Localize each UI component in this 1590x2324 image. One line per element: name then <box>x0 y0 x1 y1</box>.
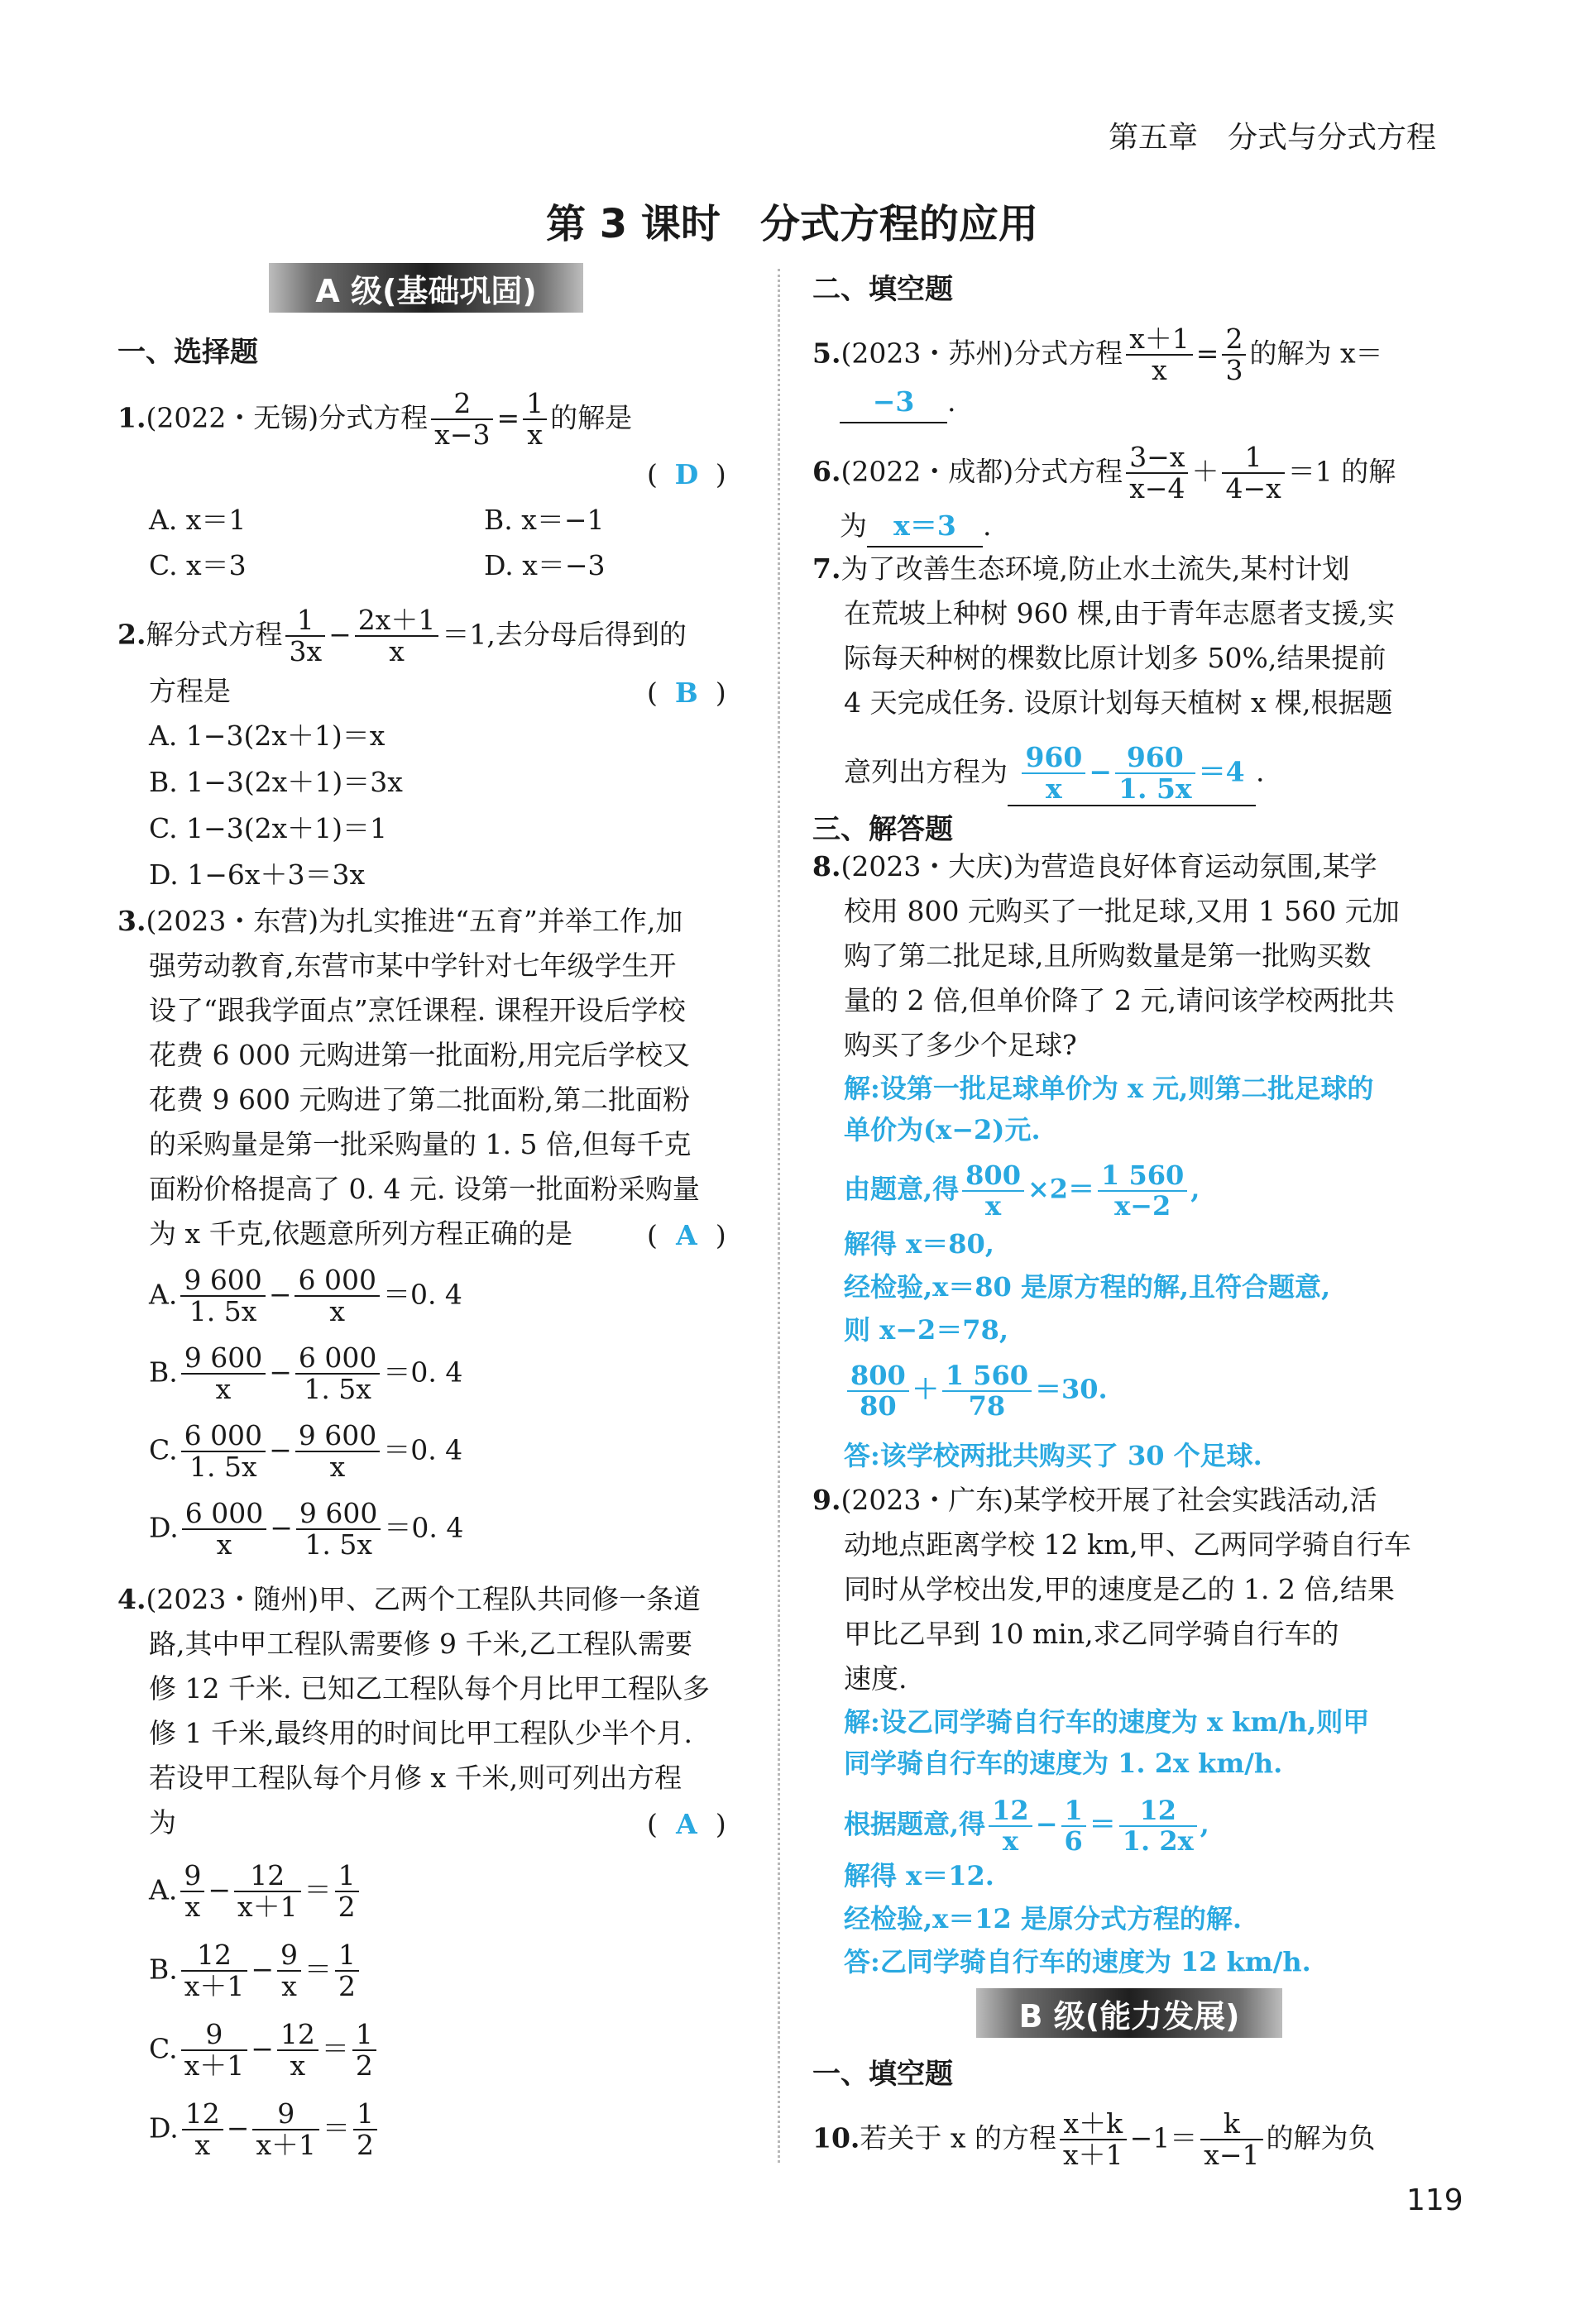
q3-option-d: D. $\frac{6 000}{x}$ − $\frac{9 600}{1. 5x}$ ＝0. 4 <box>149 1497 464 1561</box>
q9-solution-6: 答:乙同学骑自行车的速度为 12 km/h. <box>844 1946 1311 1977</box>
q2-f1-numerator: 1 <box>285 605 325 637</box>
q7-lastline: 意列出方程为 <box>844 755 1008 788</box>
q8-s7-f1-den: 80 <box>860 1390 897 1423</box>
q3-c-f2-num: 9 600 <box>295 1421 380 1452</box>
q7-line-5: 意列出方程为 $\frac{960}{x}$ − $\frac{960}{1. 5x}$ ＝4 . <box>844 741 1265 806</box>
q3-b-frac-1 <box>181 1343 266 1405</box>
q4-a-f2-den: x＋1 <box>237 1891 298 1924</box>
section-choice-heading: 一、选择题 <box>117 336 258 369</box>
section-fill-b-heading: 一、填空题 <box>812 2058 953 2091</box>
q4-c-f3-num: 1 <box>352 2020 376 2051</box>
q3-a-frac-1 <box>180 1265 265 1327</box>
q2-answer-value: B <box>674 677 698 709</box>
q8-sol3-prefix: 由题意,得 <box>844 1173 960 1205</box>
q4-line-2: 路,其中甲工程队需要修 9 千米,乙工程队需要 <box>149 1628 692 1660</box>
q2-minus: − <box>328 618 352 651</box>
q2-answer: ( B ) <box>647 677 726 709</box>
q3-b-rhs: ＝0. 4 <box>383 1356 463 1389</box>
q3-a-f2-num: 6 000 <box>295 1265 379 1297</box>
q1-option-a: A. x＝1 <box>149 504 247 536</box>
q3-b-f2-den: 1. 5x <box>304 1373 371 1406</box>
q7-line-4: 4 天完成任务. 设原计划每天植树 x 棵,根据题 <box>844 686 1393 719</box>
q3-d-f1-num: 6 000 <box>182 1499 266 1530</box>
q4-d-f2-num: 9 <box>252 2099 319 2130</box>
q8-sol7-plus: ＋ <box>912 1373 939 1405</box>
question-2 <box>117 605 687 667</box>
q8-solution-5: 经检验,x＝80 是原方程的解,且符合题意, <box>844 1271 1331 1303</box>
q8-sol7-result: ＝30. <box>1035 1373 1108 1405</box>
q3-d-f2-den: 1. 5x <box>304 1528 372 1561</box>
q7-ans-frac-2 <box>1115 743 1195 805</box>
q9-line-4: 甲比乙早到 10 min,求乙同学骑自行车的 <box>844 1618 1339 1650</box>
q3-line-8: 为 x 千克,依题意所列方程正确的是 <box>149 1217 573 1250</box>
q5-number: 5. <box>812 337 841 370</box>
q3-line-7: 面粉价格提高了 0. 4 元. 设第一批面粉采购量 <box>149 1173 700 1205</box>
q2-option-d: D. 1−6x＋3＝3x <box>149 858 366 891</box>
q9-line-5: 速度. <box>844 1662 908 1695</box>
q8-sol3-frac-1 <box>962 1161 1024 1221</box>
q2-option-b: B. 1−3(2x＋1)＝3x <box>149 766 403 798</box>
q4-option-b: B. $\frac{12}{x+1}$ − $\frac{9}{x}$ ＝ $\frac{1}{2}$ <box>149 1940 362 2002</box>
q6-tail: ＝1 的解 <box>1287 455 1396 488</box>
q2-f2-numerator: 2x＋1 <box>355 605 439 637</box>
q9-s3-f3-num: 12 <box>1119 1796 1197 1827</box>
q4-c-frac-1 <box>181 2020 248 2082</box>
q8-s3-f1-den: x <box>985 1190 1002 1222</box>
q3-a-label: A. <box>149 1278 178 1311</box>
q3-b-f2-num: 6 000 <box>295 1343 380 1375</box>
q2-fraction-2 <box>355 605 439 667</box>
q4-a-f3-num: 1 <box>335 1861 359 1892</box>
q4-d-label: D. <box>149 2111 179 2145</box>
q3-b-f1-den: x <box>215 1373 232 1406</box>
q5-answer-blank: −3 <box>840 382 947 423</box>
q9-text-1: (2023・广东)某学校开展了社会实践活动,活 <box>840 1484 1377 1516</box>
section-fill-heading: 二、填空题 <box>812 273 953 306</box>
q9-line-2: 动地点距离学校 12 km,甲、乙两同学骑自行车 <box>844 1528 1411 1561</box>
q9-s3-f2-num: 1 <box>1061 1796 1086 1827</box>
q8-solution-2: 单价为(x−2)元. <box>844 1114 1041 1145</box>
q1-equals: = <box>496 401 520 434</box>
q7-line-3: 际每天种树的棵数比原计划多 50%,结果提前 <box>844 642 1386 674</box>
q4-b-frac-3 <box>335 1940 359 2002</box>
q4-line-5: 若设甲工程队每个月修 x 千米,则可列出方程 <box>149 1762 682 1794</box>
q8-s7-f1-num: 800 <box>847 1361 909 1392</box>
q5-fraction-2 <box>1222 324 1246 386</box>
q4-a-frac-2 <box>234 1861 301 1923</box>
q3-number: 3. <box>117 905 146 937</box>
q8-solution-1: 解:设第一批足球单价为 x 元,则第二批足球的 <box>844 1073 1374 1104</box>
q9-solution-3 <box>844 1796 1209 1856</box>
q4-option-c: C. $\frac{9}{x+1}$ − $\frac{12}{x}$ ＝ $\frac{1}{2}$ <box>149 2020 380 2082</box>
q7-answer-blank: $\frac{960}{x}$ − $\frac{960}{1. 5x}$ ＝4 <box>1008 743 1256 806</box>
q6-f1-den: x−4 <box>1129 472 1185 505</box>
q8-sol7-frac-2 <box>942 1361 1032 1421</box>
q4-c-f2-den: x <box>290 2049 306 2083</box>
q8-solution-6: 则 x−2＝78, <box>844 1314 1008 1346</box>
q3-c-f1-den: 1. 5x <box>189 1451 257 1484</box>
q9-sol3-equals: ＝ <box>1089 1808 1116 1840</box>
level-b-banner: B 级(能力发展) <box>976 1988 1282 2038</box>
q9-number: 9. <box>812 1484 841 1516</box>
q4-a-label: A. <box>149 1873 178 1906</box>
q10-tail: 的解为负 <box>1266 2121 1376 2154</box>
q3-c-frac-1 <box>181 1421 266 1483</box>
question-3-line-1 <box>117 901 682 941</box>
q6-fraction-2 <box>1222 442 1284 504</box>
question-7-line-1 <box>812 549 1349 589</box>
q6-answer-line: 为 x＝3 . <box>840 506 992 548</box>
q10-f2-den: x−1 <box>1204 2139 1260 2172</box>
q4-text-1: (2023・随州)甲、乙两个工程队共同修一条道 <box>146 1583 702 1615</box>
q5-answer-line: −3 . <box>840 382 956 423</box>
q9-sol3-prefix: 根据题意,得 <box>844 1808 986 1840</box>
q3-d-f1-den: x <box>216 1528 232 1561</box>
q4-d-f3-den: 2 <box>357 2129 375 2162</box>
q7-number: 7. <box>812 552 841 585</box>
q9-s3-f1-num: 12 <box>989 1796 1032 1827</box>
q7-f2-num: 960 <box>1115 743 1195 774</box>
q7-f1-num: 960 <box>1022 743 1085 774</box>
q4-d-f3-num: 1 <box>353 2099 377 2130</box>
q9-solution-2: 同学骑自行车的速度为 1. 2x km/h. <box>844 1748 1283 1779</box>
q1-f1-denominator: x−3 <box>434 418 491 452</box>
q1-answer: ( D ) <box>647 458 726 490</box>
q8-line-2: 校用 800 元购买了一批足球,又用 1 560 元加 <box>844 895 1400 927</box>
q4-c-f2-num: 12 <box>277 2020 318 2051</box>
q4-c-f3-den: 2 <box>355 2049 373 2083</box>
q8-solution-3 <box>844 1161 1200 1221</box>
q4-b-f3-den: 2 <box>338 1970 357 2003</box>
q1-f2-numerator: 1 <box>523 389 547 420</box>
q3-b-label: B. <box>149 1356 178 1389</box>
q4-a-f1-den: x <box>184 1891 201 1924</box>
q8-line-5: 购买了多少个足球? <box>844 1029 1077 1061</box>
q4-b-label: B. <box>149 1953 178 1986</box>
q4-answer-value: A <box>676 1808 697 1840</box>
q1-f1-numerator: 2 <box>431 389 493 420</box>
q4-line-4: 修 1 千米,最终用的时间比甲工程队少半个月. <box>149 1717 692 1749</box>
q6-f1-num: 3−x <box>1126 442 1188 474</box>
q8-sol3-frac-2 <box>1098 1161 1187 1221</box>
q4-answer: ( A ) <box>647 1808 726 1840</box>
q10-f1-num: x＋k <box>1060 2109 1127 2140</box>
q1-option-b: B. x＝−1 <box>484 504 605 536</box>
q3-line-5: 花费 9 600 元购进了第二批面粉,第二批面粉 <box>149 1083 690 1116</box>
q8-solution-4: 解得 x＝80, <box>844 1228 994 1260</box>
q3-d-frac-1 <box>182 1499 266 1561</box>
q5-fraction-1 <box>1126 324 1193 386</box>
q9-line-3: 同时从学校出发,甲的速度是乙的 1. 2 倍,结果 <box>844 1573 1395 1605</box>
page-title: 第 3 课时 分式方程的应用 <box>546 201 1038 247</box>
q2-text: 解分式方程 <box>146 618 283 651</box>
q6-f2-num: 1 <box>1222 442 1284 474</box>
q3-a-frac-2 <box>295 1265 379 1327</box>
q4-b-f2-den: x <box>281 1970 297 2003</box>
q3-a-rhs: ＝0. 4 <box>382 1278 462 1311</box>
q5-f1-den: x <box>1152 354 1167 387</box>
q7-line-2: 在荒坡上种树 960 棵,由于青年志愿者支援,实 <box>844 597 1395 629</box>
q10-number: 10. <box>812 2121 860 2154</box>
q10-fraction-2 <box>1200 2109 1262 2171</box>
q4-b-frac-1 <box>181 1940 248 2002</box>
q2-f2-denominator: x <box>389 635 405 668</box>
question-8-line-1 <box>812 847 1377 887</box>
question-5 <box>812 324 1383 386</box>
q6-plus: ＋ <box>1191 455 1219 488</box>
q3-b-f1-num: 9 600 <box>181 1343 266 1375</box>
question-4-line-1 <box>117 1580 701 1619</box>
q5-f1-num: x＋1 <box>1126 324 1193 356</box>
q4-d-f2-den: x＋1 <box>256 2129 317 2162</box>
q2-option-c: C. 1−3(2x＋1)＝1 <box>149 812 388 844</box>
q1-option-c: C. x＝3 <box>149 549 247 581</box>
q4-number: 4. <box>117 1583 146 1615</box>
q1-number: 1. <box>117 401 146 434</box>
q3-text-1: (2023・东营)为扎实推进“五育”并举工作,加 <box>146 905 683 937</box>
q8-text-1: (2023・大庆)为营造良好体育运动氛围,某学 <box>840 850 1377 882</box>
q8-s7-f2-num: 1 560 <box>942 1361 1032 1392</box>
q10-f1-den: x＋1 <box>1063 2139 1123 2172</box>
q1-text: (2022・无锡)分式方程 <box>146 401 429 434</box>
q2-tail: ＝1,去分母后得到的 <box>442 618 687 651</box>
q4-b-frac-2 <box>277 1940 301 2002</box>
q8-s3-f2-den: x−2 <box>1114 1190 1171 1222</box>
q3-c-f2-den: x <box>329 1451 346 1484</box>
q4-d-frac-3 <box>353 2099 377 2161</box>
q1-f2-denominator: x <box>527 418 543 452</box>
q2-number: 2. <box>117 618 146 651</box>
q5-text: (2023・苏州)分式方程 <box>840 337 1123 370</box>
column-divider <box>778 269 780 2163</box>
q7-f2-den: 1. 5x <box>1118 772 1192 806</box>
q9-solution-4: 解得 x＝12. <box>844 1860 994 1891</box>
q8-solution-7 <box>844 1361 1108 1421</box>
q9-s3-f1-den: x <box>1002 1825 1018 1858</box>
q1-answer-value: D <box>674 458 699 490</box>
q3-line-2: 强劳动教育,东营市某中学针对七年级学生开 <box>149 949 677 982</box>
q4-b-f2-num: 9 <box>277 1940 301 1972</box>
q8-s7-f2-den: 78 <box>968 1390 1006 1423</box>
q4-option-a: A. $\frac{9}{x}$ − $\frac{12}{x+1}$ ＝ $\frac{1}{2}$ <box>149 1861 362 1923</box>
q4-line-3: 修 12 千米. 已知乙工程队每个月比甲工程队多 <box>149 1672 710 1705</box>
q3-d-f2-num: 9 600 <box>296 1499 381 1530</box>
q8-solution-8: 答:该学校两批共购买了 30 个足球. <box>844 1440 1262 1471</box>
q1-option-d: D. x＝−3 <box>484 549 606 581</box>
q6-number: 6. <box>812 455 841 488</box>
q3-option-c: C. $\frac{6 000}{1. 5x}$ − $\frac{9 600}{x}$ ＝0. 4 <box>149 1419 463 1484</box>
q7-f1-den: x <box>1046 772 1062 806</box>
q5-equals: = <box>1195 337 1219 370</box>
q4-d-frac-1 <box>182 2099 223 2161</box>
q3-option-a: A. $\frac{9 600}{1. 5x}$ − $\frac{6 000}{x}$ ＝0. 4 <box>149 1264 462 1328</box>
q4-b-f3-num: 1 <box>335 1940 359 1972</box>
q3-d-rhs: ＝0. 4 <box>384 1511 464 1544</box>
q4-line-6: 为 <box>149 1806 176 1839</box>
q3-d-frac-2 <box>296 1499 381 1561</box>
q2-line-2: 方程是 <box>149 675 231 707</box>
q9-sol3-minus: − <box>1035 1808 1058 1840</box>
q3-d-label: D. <box>149 1511 179 1544</box>
q9-sol3-frac-2 <box>1061 1796 1086 1856</box>
q8-sol7-frac-1 <box>847 1361 909 1421</box>
q4-b-f1-num: 12 <box>181 1940 248 1972</box>
q6-line2: 为 <box>840 509 867 542</box>
q4-c-frac-2 <box>277 2020 318 2082</box>
q6-text: (2022・成都)分式方程 <box>840 455 1123 488</box>
q3-answer-value: A <box>676 1219 697 1251</box>
q2-fraction-1 <box>285 605 325 667</box>
q3-c-label: C. <box>149 1433 178 1466</box>
q8-sol3-comma: , <box>1190 1173 1200 1205</box>
q8-number: 8. <box>812 850 841 882</box>
question-6 <box>812 442 1396 504</box>
q4-c-label: C. <box>149 2032 178 2065</box>
q3-a-f2-den: x <box>329 1295 346 1328</box>
q3-line-3: 设了“跟我学面点”烹饪课程. 课程开设后学校 <box>149 994 686 1026</box>
q2-option-a: A. 1−3(2x＋1)＝x <box>149 720 386 752</box>
q2-f1-denominator: 3x <box>289 635 323 668</box>
q4-a-frac-3 <box>335 1861 359 1923</box>
q4-d-frac-2 <box>252 2099 319 2161</box>
q4-b-f1-den: x＋1 <box>184 1970 245 2003</box>
q7-text-1: 为了改善生态环境,防止水土流失,某村计划 <box>840 552 1350 585</box>
page-number: 119 <box>1406 2183 1463 2217</box>
q8-line-4: 量的 2 倍,但单价降了 2 元,请问该学校两批共 <box>844 984 1395 1016</box>
q1-fraction-1 <box>431 389 493 451</box>
q4-c-frac-3 <box>352 2020 376 2082</box>
q3-c-f1-num: 6 000 <box>181 1421 266 1452</box>
q10-fraction-1 <box>1060 2109 1127 2171</box>
q6-f2-den: 4−x <box>1225 472 1281 505</box>
q7-ans-frac-1 <box>1022 743 1085 805</box>
q4-option-d: D. $\frac{12}{x}$ − $\frac{9}{x+1}$ ＝ $\frac{1}{2}$ <box>149 2099 381 2161</box>
q10-f2-num: k <box>1200 2109 1262 2140</box>
question-1 <box>117 389 632 451</box>
q9-s3-f3-den: 1. 2x <box>1122 1825 1194 1858</box>
q9-sol3-frac-1 <box>989 1796 1032 1856</box>
level-a-banner: A 级(基础巩固) <box>269 263 583 313</box>
q8-s3-f2-num: 1 560 <box>1098 1161 1187 1192</box>
q10-mid: −1＝ <box>1129 2121 1198 2154</box>
q4-a-f2-num: 12 <box>234 1861 301 1892</box>
q8-sol3-mid: ×2＝ <box>1027 1173 1095 1205</box>
q5-f2-num: 2 <box>1222 324 1246 356</box>
q9-s3-f2-den: 6 <box>1064 1825 1083 1858</box>
q6-answer-blank: x＝3 <box>867 506 983 548</box>
q3-a-f1-den: 1. 5x <box>189 1295 257 1328</box>
q4-d-f1-den: x <box>194 2129 211 2162</box>
q7-rhs: ＝4 <box>1198 755 1245 788</box>
q9-sol3-comma: , <box>1200 1808 1209 1840</box>
q9-sol3-frac-3 <box>1119 1796 1197 1856</box>
q3-option-b: B. $\frac{9 600}{x}$ − $\frac{6 000}{1. 5x}$ ＝0. 4 <box>149 1341 463 1406</box>
q4-c-f1-den: x＋1 <box>184 2049 245 2083</box>
q8-line-3: 购了第二批足球,且所购数量是第一批购买数 <box>844 940 1372 972</box>
q5-tail: 的解为 x＝ <box>1249 337 1383 370</box>
q3-c-frac-2 <box>295 1421 380 1483</box>
q3-line-6: 的采购量是第一批采购量的 1. 5 倍,但每千克 <box>149 1128 692 1160</box>
q9-solution-5: 经检验,x＝12 是原分式方程的解. <box>844 1903 1243 1934</box>
section-solve-heading: 三、解答题 <box>812 813 953 846</box>
q8-s3-f1-num: 800 <box>962 1161 1024 1192</box>
q3-answer: ( A ) <box>647 1219 726 1251</box>
q6-fraction-1 <box>1126 442 1188 504</box>
q1-fraction-2 <box>523 389 547 451</box>
q4-c-f1-num: 9 <box>181 2020 248 2051</box>
q9-solution-1: 解:设乙同学骑自行车的速度为 x km/h,则甲 <box>844 1706 1370 1738</box>
q5-f2-den: 3 <box>1225 354 1243 387</box>
q3-a-f1-num: 9 600 <box>180 1265 265 1297</box>
q4-a-f1-num: 9 <box>180 1861 204 1892</box>
q3-c-rhs: ＝0. 4 <box>383 1433 463 1466</box>
chapter-header: 第五章 分式与分式方程 <box>1109 121 1437 155</box>
q3-b-frac-2 <box>295 1343 380 1405</box>
question-9-line-1 <box>812 1480 1377 1520</box>
question-10 <box>812 2109 1376 2171</box>
q4-a-frac-1 <box>180 1861 204 1923</box>
q4-d-f1-num: 12 <box>182 2099 223 2130</box>
q10-text: 若关于 x 的方程 <box>860 2121 1057 2154</box>
q1-tail: 的解是 <box>550 401 633 434</box>
q4-a-f3-den: 2 <box>338 1891 356 1924</box>
q3-line-4: 花费 6 000 元购进第一批面粉,用完后学校又 <box>149 1039 690 1071</box>
